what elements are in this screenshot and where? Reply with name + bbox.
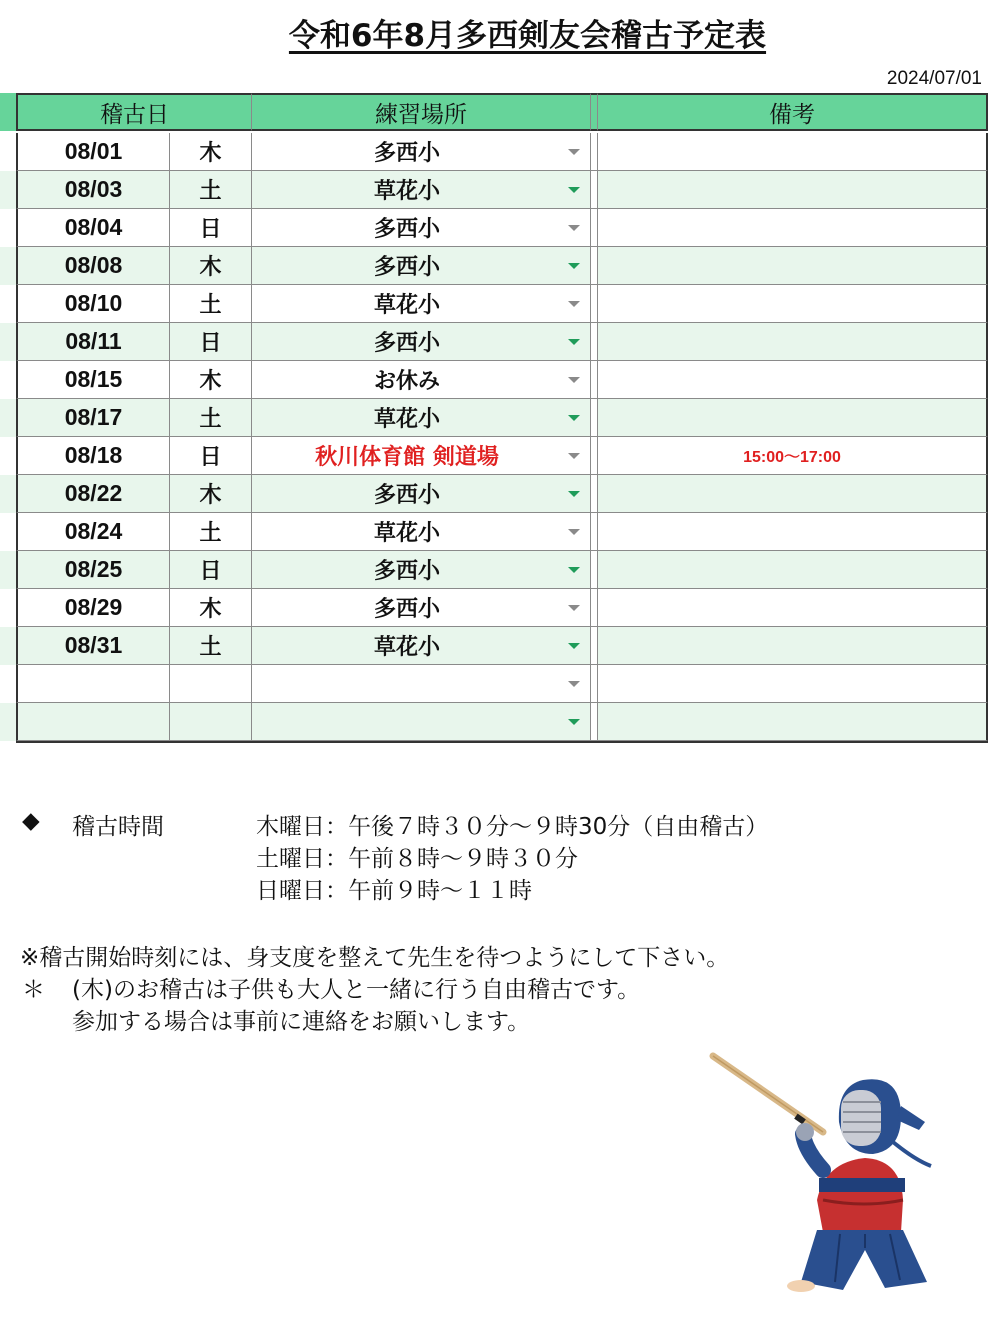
column-divider — [591, 133, 598, 171]
weekday: 木 — [170, 247, 252, 285]
weekday: 日 — [170, 437, 252, 475]
dropdown-arrow-icon[interactable] — [568, 377, 580, 383]
note-cell — [598, 513, 988, 551]
dropdown-arrow-icon[interactable] — [568, 719, 580, 725]
note-cell — [598, 323, 988, 361]
practice-date: 08/10 — [16, 285, 170, 323]
note-contact: 参加する場合は事前に連絡をお願いします。 — [72, 1009, 531, 1035]
row-band — [0, 209, 16, 247]
row-band — [0, 323, 16, 361]
table-row — [0, 171, 990, 209]
weekday: 木 — [170, 475, 252, 513]
weekday: 土 — [170, 513, 252, 551]
practice-place: 多西小 — [373, 141, 440, 166]
row-band — [0, 247, 16, 285]
practice-date: 08/22 — [16, 475, 170, 513]
note-cell — [598, 209, 988, 247]
practice-time-saturday: 土曜日：午前８時〜９時３０分 — [256, 846, 578, 872]
practice-place: 草花小 — [373, 635, 440, 660]
practice-date: 08/15 — [16, 361, 170, 399]
column-divider — [591, 513, 598, 551]
practice-place-select[interactable] — [252, 399, 591, 437]
practice-date: 08/25 — [16, 551, 170, 589]
table-row — [0, 627, 990, 665]
practice-date — [16, 665, 170, 703]
table-row — [0, 665, 990, 703]
note-asterisk: ＊ — [22, 977, 45, 1003]
practice-place-select[interactable] — [252, 171, 591, 209]
practice-times-label: 稽古時間 — [72, 814, 164, 840]
column-divider — [591, 93, 598, 131]
practice-place-select[interactable] — [252, 475, 591, 513]
table-row — [0, 399, 990, 437]
practice-place-select[interactable] — [252, 551, 591, 589]
practice-place-select[interactable] — [252, 247, 591, 285]
note-cell — [598, 627, 988, 665]
table-row — [0, 361, 990, 399]
practice-place-select[interactable] — [252, 437, 591, 475]
note-cell — [598, 437, 988, 475]
weekday: 土 — [170, 399, 252, 437]
column-divider — [591, 171, 598, 209]
issued-date: 2024/07/01 — [886, 68, 982, 89]
row-band — [0, 285, 16, 323]
note-cell — [598, 551, 988, 589]
dropdown-arrow-icon[interactable] — [568, 415, 580, 421]
practice-place-select[interactable] — [252, 665, 591, 703]
dropdown-arrow-icon[interactable] — [568, 605, 580, 611]
practice-date: 08/18 — [16, 437, 170, 475]
table-row — [0, 133, 990, 171]
weekday: 木 — [170, 361, 252, 399]
column-divider — [591, 209, 598, 247]
practice-place: 多西小 — [373, 217, 440, 242]
practice-place: 多西小 — [373, 255, 440, 280]
column-divider — [591, 247, 598, 285]
note-text: 15:00〜17:00 — [743, 449, 841, 466]
practice-place-select[interactable] — [252, 703, 591, 741]
practice-place: 草花小 — [373, 521, 440, 546]
practice-date: 08/01 — [16, 133, 170, 171]
row-band — [0, 589, 16, 627]
practice-place-select[interactable] — [252, 627, 591, 665]
practice-date: 08/03 — [16, 171, 170, 209]
weekday: 土 — [170, 171, 252, 209]
practice-date: 08/08 — [16, 247, 170, 285]
note-cell — [598, 171, 988, 209]
column-divider — [591, 589, 598, 627]
practice-time-sunday: 日曜日：午前９時〜１１時 — [256, 878, 532, 904]
table-header-row — [0, 93, 990, 131]
table-row — [0, 513, 990, 551]
table-row — [0, 551, 990, 589]
row-band — [0, 93, 16, 131]
row-band — [0, 399, 16, 437]
note-free-practice: (木)のお稽古は子供も大人と一緒に行う自由稽古です。 — [72, 977, 641, 1003]
column-divider — [591, 285, 598, 323]
table-row — [0, 437, 990, 475]
bullet-diamond: ◆ — [22, 808, 40, 834]
header-date: 稽古日 — [16, 93, 252, 131]
dropdown-arrow-icon[interactable] — [568, 339, 580, 345]
column-divider — [591, 703, 598, 741]
weekday: 土 — [170, 627, 252, 665]
row-band — [0, 513, 16, 551]
weekday: 日 — [170, 323, 252, 361]
practice-place-select[interactable] — [252, 133, 591, 171]
note-cell — [598, 247, 988, 285]
practice-place-select[interactable] — [252, 323, 591, 361]
practice-time-thursday: 木曜日：午後７時３０分〜９時30分（自由稽古） — [256, 814, 769, 840]
practice-date: 08/31 — [16, 627, 170, 665]
weekday: 日 — [170, 551, 252, 589]
practice-date: 08/29 — [16, 589, 170, 627]
practice-date: 08/17 — [16, 399, 170, 437]
row-band — [0, 627, 16, 665]
row-band — [0, 133, 16, 171]
dropdown-arrow-icon[interactable] — [568, 491, 580, 497]
row-band — [0, 665, 16, 703]
dropdown-arrow-icon[interactable] — [568, 225, 580, 231]
column-divider — [591, 399, 598, 437]
table-row — [0, 475, 990, 513]
column-divider — [591, 437, 598, 475]
practice-date — [16, 703, 170, 741]
practice-date: 08/04 — [16, 209, 170, 247]
practice-place-select[interactable] — [252, 513, 591, 551]
note-cell — [598, 285, 988, 323]
dropdown-arrow-icon[interactable] — [568, 529, 580, 535]
note-cell — [598, 475, 988, 513]
note-cell — [598, 665, 988, 703]
dropdown-arrow-icon[interactable] — [568, 453, 580, 459]
note-preparation: ※稽古開始時刻には、身支度を整えて先生を待つようにして下さい。 — [20, 945, 730, 971]
dropdown-arrow-icon[interactable] — [568, 263, 580, 269]
kendo-player-illustration — [705, 1050, 940, 1300]
row-band — [0, 551, 16, 589]
dropdown-arrow-icon[interactable] — [568, 681, 580, 687]
practice-place: 草花小 — [373, 179, 440, 204]
practice-place-select[interactable] — [252, 589, 591, 627]
column-divider — [591, 627, 598, 665]
page-title: 令和6年8月多西剣友会稽古予定表 — [288, 18, 767, 54]
weekday: 日 — [170, 209, 252, 247]
note-cell — [598, 703, 988, 741]
practice-place: 草花小 — [373, 407, 440, 432]
weekday — [170, 665, 252, 703]
practice-place: 秋川体育館 剣道場 — [315, 445, 499, 470]
table-row — [0, 589, 990, 627]
practice-place: お休み — [373, 369, 440, 394]
column-divider — [591, 475, 598, 513]
practice-place: 多西小 — [373, 483, 440, 508]
row-band — [0, 437, 16, 475]
practice-place: 草花小 — [373, 293, 440, 318]
table-row — [0, 247, 990, 285]
header-place — [252, 93, 591, 131]
weekday: 木 — [170, 589, 252, 627]
column-divider — [591, 323, 598, 361]
practice-place-select[interactable] — [252, 209, 591, 247]
column-divider — [591, 551, 598, 589]
column-divider — [591, 665, 598, 703]
row-band — [0, 361, 16, 399]
table-row — [0, 323, 990, 361]
weekday: 土 — [170, 285, 252, 323]
row-band — [0, 171, 16, 209]
practice-place: 多西小 — [373, 559, 440, 584]
weekday — [170, 703, 252, 741]
table-row — [0, 209, 990, 247]
dropdown-arrow-icon[interactable] — [568, 643, 580, 649]
note-cell — [598, 399, 988, 437]
practice-place-select[interactable] — [252, 361, 591, 399]
practice-place-select[interactable] — [252, 285, 591, 323]
weekday: 木 — [170, 133, 252, 171]
table-row — [0, 703, 990, 741]
dropdown-arrow-icon[interactable] — [568, 149, 580, 155]
header-note: 備考 — [598, 93, 988, 131]
practice-date: 08/24 — [16, 513, 170, 551]
dropdown-arrow-icon[interactable] — [568, 301, 580, 307]
row-band — [0, 475, 16, 513]
practice-date: 08/11 — [16, 323, 170, 361]
table-row — [0, 285, 990, 323]
header-place-label: 練習場所 — [375, 101, 467, 128]
column-divider — [591, 361, 598, 399]
practice-place: 多西小 — [373, 331, 440, 356]
note-cell — [598, 589, 988, 627]
dropdown-arrow-icon[interactable] — [568, 187, 580, 193]
note-cell — [598, 361, 988, 399]
practice-place: 多西小 — [373, 597, 440, 622]
table-bottom-border — [16, 741, 988, 743]
note-cell — [598, 133, 988, 171]
row-band — [0, 703, 16, 741]
dropdown-arrow-icon[interactable] — [568, 567, 580, 573]
